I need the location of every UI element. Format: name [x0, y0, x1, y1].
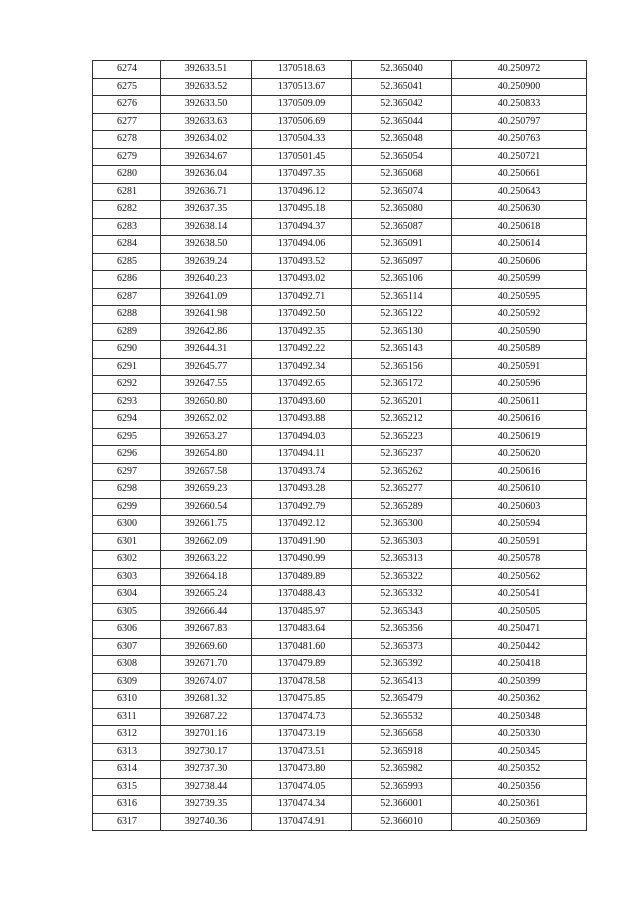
- point-number-cell: 6298: [93, 481, 161, 499]
- x-coordinate-cell: 392636.04: [161, 166, 252, 184]
- latitude-cell: 52.365097: [352, 253, 452, 271]
- x-coordinate-cell: 392645.77: [161, 358, 252, 376]
- table-row: [93, 603, 587, 621]
- x-coordinate-cell: 392633.63: [161, 113, 252, 131]
- point-number-cell: 6295: [93, 428, 161, 446]
- latitude-cell: 52.365332: [352, 586, 452, 604]
- table-row: [93, 78, 587, 96]
- latitude-cell: 52.365091: [352, 236, 452, 254]
- latitude-cell: 52.365080: [352, 201, 452, 219]
- latitude-cell: 52.366010: [352, 813, 452, 831]
- point-number-cell: 6310: [93, 691, 161, 709]
- point-number-cell: 6307: [93, 638, 161, 656]
- latitude-cell: 52.365277: [352, 481, 452, 499]
- point-number-cell: 6289: [93, 323, 161, 341]
- latitude-cell: 52.365262: [352, 463, 452, 481]
- latitude-cell: 52.365212: [352, 411, 452, 429]
- x-coordinate-cell: 392666.44: [161, 603, 252, 621]
- point-number-cell: 6309: [93, 673, 161, 691]
- latitude-cell: 52.365143: [352, 341, 452, 359]
- longitude-cell: 40.250418: [452, 656, 587, 674]
- longitude-cell: 40.250616: [452, 463, 587, 481]
- y-coordinate-cell: 1370492.65: [252, 376, 352, 394]
- longitude-cell: 40.250594: [452, 516, 587, 534]
- y-coordinate-cell: 1370474.91: [252, 813, 352, 831]
- longitude-cell: 40.250361: [452, 796, 587, 814]
- point-number-cell: 6304: [93, 586, 161, 604]
- latitude-cell: 52.365313: [352, 551, 452, 569]
- latitude-cell: 52.365223: [352, 428, 452, 446]
- longitude-cell: 40.250541: [452, 586, 587, 604]
- y-coordinate-cell: 1370492.71: [252, 288, 352, 306]
- latitude-cell: 52.365237: [352, 446, 452, 464]
- latitude-cell: 52.365156: [352, 358, 452, 376]
- x-coordinate-cell: 392667.83: [161, 621, 252, 639]
- y-coordinate-cell: 1370483.64: [252, 621, 352, 639]
- x-coordinate-cell: 392671.70: [161, 656, 252, 674]
- point-number-cell: 6302: [93, 551, 161, 569]
- latitude-cell: 52.365289: [352, 498, 452, 516]
- longitude-cell: 40.250592: [452, 306, 587, 324]
- point-number-cell: 6284: [93, 236, 161, 254]
- longitude-cell: 40.250399: [452, 673, 587, 691]
- latitude-cell: 52.365300: [352, 516, 452, 534]
- point-number-cell: 6285: [93, 253, 161, 271]
- x-coordinate-cell: 392640.23: [161, 271, 252, 289]
- table-row: [93, 586, 587, 604]
- y-coordinate-cell: 1370493.88: [252, 411, 352, 429]
- longitude-cell: 40.250619: [452, 428, 587, 446]
- latitude-cell: 52.365532: [352, 708, 452, 726]
- table-row: [93, 673, 587, 691]
- table-row: [93, 691, 587, 709]
- point-number-cell: 6305: [93, 603, 161, 621]
- longitude-cell: 40.250618: [452, 218, 587, 236]
- table-row: [93, 218, 587, 236]
- table-row: [93, 708, 587, 726]
- point-number-cell: 6278: [93, 131, 161, 149]
- table-row: [93, 568, 587, 586]
- y-coordinate-cell: 1370488.43: [252, 586, 352, 604]
- latitude-cell: 52.365303: [352, 533, 452, 551]
- point-number-cell: 6282: [93, 201, 161, 219]
- point-number-cell: 6277: [93, 113, 161, 131]
- y-coordinate-cell: 1370485.97: [252, 603, 352, 621]
- y-coordinate-cell: 1370492.35: [252, 323, 352, 341]
- x-coordinate-cell: 392663.22: [161, 551, 252, 569]
- point-number-cell: 6290: [93, 341, 161, 359]
- point-number-cell: 6316: [93, 796, 161, 814]
- x-coordinate-cell: 392647.55: [161, 376, 252, 394]
- y-coordinate-cell: 1370474.05: [252, 778, 352, 796]
- x-coordinate-cell: 392669.60: [161, 638, 252, 656]
- table-row: [93, 743, 587, 761]
- x-coordinate-cell: 392644.31: [161, 341, 252, 359]
- point-number-cell: 6306: [93, 621, 161, 639]
- longitude-cell: 40.250606: [452, 253, 587, 271]
- y-coordinate-cell: 1370475.85: [252, 691, 352, 709]
- y-coordinate-cell: 1370492.12: [252, 516, 352, 534]
- table-row: [93, 288, 587, 306]
- y-coordinate-cell: 1370494.37: [252, 218, 352, 236]
- y-coordinate-cell: 1370518.63: [252, 61, 352, 79]
- x-coordinate-cell: 392740.36: [161, 813, 252, 831]
- latitude-cell: 52.365658: [352, 726, 452, 744]
- longitude-cell: 40.250591: [452, 533, 587, 551]
- table-row: [93, 148, 587, 166]
- point-number-cell: 6292: [93, 376, 161, 394]
- x-coordinate-cell: 392638.50: [161, 236, 252, 254]
- table-row: [93, 96, 587, 114]
- y-coordinate-cell: 1370492.79: [252, 498, 352, 516]
- table-row: [93, 341, 587, 359]
- latitude-cell: 52.365068: [352, 166, 452, 184]
- x-coordinate-cell: 392681.32: [161, 691, 252, 709]
- table-row: [93, 271, 587, 289]
- y-coordinate-cell: 1370479.89: [252, 656, 352, 674]
- latitude-cell: 52.365122: [352, 306, 452, 324]
- longitude-cell: 40.250900: [452, 78, 587, 96]
- y-coordinate-cell: 1370492.34: [252, 358, 352, 376]
- y-coordinate-cell: 1370501.45: [252, 148, 352, 166]
- longitude-cell: 40.250833: [452, 96, 587, 114]
- y-coordinate-cell: 1370493.02: [252, 271, 352, 289]
- table-row: [93, 411, 587, 429]
- coordinates-table: [92, 60, 587, 831]
- x-coordinate-cell: 392653.27: [161, 428, 252, 446]
- x-coordinate-cell: 392660.54: [161, 498, 252, 516]
- latitude-cell: 52.365392: [352, 656, 452, 674]
- y-coordinate-cell: 1370492.50: [252, 306, 352, 324]
- table-row: [93, 656, 587, 674]
- point-number-cell: 6315: [93, 778, 161, 796]
- point-number-cell: 6294: [93, 411, 161, 429]
- table-row: [93, 813, 587, 831]
- y-coordinate-cell: 1370474.73: [252, 708, 352, 726]
- latitude-cell: 52.365130: [352, 323, 452, 341]
- y-coordinate-cell: 1370492.22: [252, 341, 352, 359]
- latitude-cell: 52.365993: [352, 778, 452, 796]
- longitude-cell: 40.250620: [452, 446, 587, 464]
- y-coordinate-cell: 1370481.60: [252, 638, 352, 656]
- table-row: [93, 428, 587, 446]
- longitude-cell: 40.250721: [452, 148, 587, 166]
- latitude-cell: 52.365054: [352, 148, 452, 166]
- latitude-cell: 52.365343: [352, 603, 452, 621]
- latitude-cell: 52.365041: [352, 78, 452, 96]
- latitude-cell: 52.365074: [352, 183, 452, 201]
- y-coordinate-cell: 1370495.18: [252, 201, 352, 219]
- x-coordinate-cell: 392641.09: [161, 288, 252, 306]
- point-number-cell: 6274: [93, 61, 161, 79]
- y-coordinate-cell: 1370513.67: [252, 78, 352, 96]
- x-coordinate-cell: 392738.44: [161, 778, 252, 796]
- y-coordinate-cell: 1370493.60: [252, 393, 352, 411]
- x-coordinate-cell: 392739.35: [161, 796, 252, 814]
- table-row: [93, 358, 587, 376]
- longitude-cell: 40.250369: [452, 813, 587, 831]
- table-row: [93, 323, 587, 341]
- x-coordinate-cell: 392665.24: [161, 586, 252, 604]
- y-coordinate-cell: 1370493.28: [252, 481, 352, 499]
- longitude-cell: 40.250505: [452, 603, 587, 621]
- latitude-cell: 52.365172: [352, 376, 452, 394]
- table-row: [93, 533, 587, 551]
- table-row: [93, 551, 587, 569]
- point-number-cell: 6297: [93, 463, 161, 481]
- y-coordinate-cell: 1370494.06: [252, 236, 352, 254]
- x-coordinate-cell: 392637.35: [161, 201, 252, 219]
- longitude-cell: 40.250596: [452, 376, 587, 394]
- longitude-cell: 40.250616: [452, 411, 587, 429]
- longitude-cell: 40.250603: [452, 498, 587, 516]
- y-coordinate-cell: 1370473.80: [252, 761, 352, 779]
- y-coordinate-cell: 1370474.34: [252, 796, 352, 814]
- point-number-cell: 6300: [93, 516, 161, 534]
- x-coordinate-cell: 392638.14: [161, 218, 252, 236]
- x-coordinate-cell: 392639.24: [161, 253, 252, 271]
- x-coordinate-cell: 392659.23: [161, 481, 252, 499]
- table-row: [93, 796, 587, 814]
- x-coordinate-cell: 392701.16: [161, 726, 252, 744]
- table-row: [93, 638, 587, 656]
- point-number-cell: 6303: [93, 568, 161, 586]
- longitude-cell: 40.250614: [452, 236, 587, 254]
- y-coordinate-cell: 1370493.52: [252, 253, 352, 271]
- table-row: [93, 61, 587, 79]
- point-number-cell: 6293: [93, 393, 161, 411]
- latitude-cell: 52.365322: [352, 568, 452, 586]
- point-number-cell: 6308: [93, 656, 161, 674]
- x-coordinate-cell: 392687.22: [161, 708, 252, 726]
- latitude-cell: 52.365356: [352, 621, 452, 639]
- table-row: [93, 253, 587, 271]
- point-number-cell: 6312: [93, 726, 161, 744]
- point-number-cell: 6313: [93, 743, 161, 761]
- table-row: [93, 446, 587, 464]
- longitude-cell: 40.250362: [452, 691, 587, 709]
- table-row: [93, 236, 587, 254]
- latitude-cell: 52.365918: [352, 743, 452, 761]
- y-coordinate-cell: 1370509.09: [252, 96, 352, 114]
- point-number-cell: 6317: [93, 813, 161, 831]
- longitude-cell: 40.250661: [452, 166, 587, 184]
- longitude-cell: 40.250562: [452, 568, 587, 586]
- longitude-cell: 40.250643: [452, 183, 587, 201]
- y-coordinate-cell: 1370489.89: [252, 568, 352, 586]
- longitude-cell: 40.250345: [452, 743, 587, 761]
- x-coordinate-cell: 392654.80: [161, 446, 252, 464]
- point-number-cell: 6314: [93, 761, 161, 779]
- longitude-cell: 40.250610: [452, 481, 587, 499]
- x-coordinate-cell: 392634.67: [161, 148, 252, 166]
- point-number-cell: 6287: [93, 288, 161, 306]
- table-row: [93, 376, 587, 394]
- longitude-cell: 40.250591: [452, 358, 587, 376]
- y-coordinate-cell: 1370504.33: [252, 131, 352, 149]
- point-number-cell: 6296: [93, 446, 161, 464]
- point-number-cell: 6283: [93, 218, 161, 236]
- x-coordinate-cell: 392674.07: [161, 673, 252, 691]
- longitude-cell: 40.250348: [452, 708, 587, 726]
- y-coordinate-cell: 1370497.35: [252, 166, 352, 184]
- latitude-cell: 52.365106: [352, 271, 452, 289]
- y-coordinate-cell: 1370494.03: [252, 428, 352, 446]
- longitude-cell: 40.250330: [452, 726, 587, 744]
- x-coordinate-cell: 392641.98: [161, 306, 252, 324]
- longitude-cell: 40.250595: [452, 288, 587, 306]
- latitude-cell: 52.365479: [352, 691, 452, 709]
- y-coordinate-cell: 1370473.51: [252, 743, 352, 761]
- point-number-cell: 6276: [93, 96, 161, 114]
- point-number-cell: 6281: [93, 183, 161, 201]
- latitude-cell: 52.366001: [352, 796, 452, 814]
- table-row: [93, 131, 587, 149]
- latitude-cell: 52.365114: [352, 288, 452, 306]
- table-row: [93, 498, 587, 516]
- x-coordinate-cell: 392657.58: [161, 463, 252, 481]
- latitude-cell: 52.365087: [352, 218, 452, 236]
- point-number-cell: 6286: [93, 271, 161, 289]
- latitude-cell: 52.365982: [352, 761, 452, 779]
- x-coordinate-cell: 392636.71: [161, 183, 252, 201]
- longitude-cell: 40.250763: [452, 131, 587, 149]
- x-coordinate-cell: 392652.02: [161, 411, 252, 429]
- latitude-cell: 52.365044: [352, 113, 452, 131]
- table-row: [93, 778, 587, 796]
- longitude-cell: 40.250972: [452, 61, 587, 79]
- longitude-cell: 40.250590: [452, 323, 587, 341]
- x-coordinate-cell: 392664.18: [161, 568, 252, 586]
- table-row: [93, 761, 587, 779]
- table-row: [93, 306, 587, 324]
- y-coordinate-cell: 1370478.58: [252, 673, 352, 691]
- y-coordinate-cell: 1370473.19: [252, 726, 352, 744]
- latitude-cell: 52.365040: [352, 61, 452, 79]
- y-coordinate-cell: 1370496.12: [252, 183, 352, 201]
- table-row: [93, 183, 587, 201]
- x-coordinate-cell: 392730.17: [161, 743, 252, 761]
- table-row: [93, 481, 587, 499]
- longitude-cell: 40.250630: [452, 201, 587, 219]
- point-number-cell: 6311: [93, 708, 161, 726]
- point-number-cell: 6299: [93, 498, 161, 516]
- longitude-cell: 40.250352: [452, 761, 587, 779]
- table-row: [93, 166, 587, 184]
- x-coordinate-cell: 392661.75: [161, 516, 252, 534]
- table-row: [93, 201, 587, 219]
- longitude-cell: 40.250356: [452, 778, 587, 796]
- latitude-cell: 52.365048: [352, 131, 452, 149]
- x-coordinate-cell: 392650.80: [161, 393, 252, 411]
- table-row: [93, 393, 587, 411]
- table-row: [93, 113, 587, 131]
- latitude-cell: 52.365373: [352, 638, 452, 656]
- longitude-cell: 40.250797: [452, 113, 587, 131]
- table-row: [93, 621, 587, 639]
- x-coordinate-cell: 392737.30: [161, 761, 252, 779]
- y-coordinate-cell: 1370494.11: [252, 446, 352, 464]
- point-number-cell: 6288: [93, 306, 161, 324]
- point-number-cell: 6301: [93, 533, 161, 551]
- table-row: [93, 516, 587, 534]
- latitude-cell: 52.365042: [352, 96, 452, 114]
- y-coordinate-cell: 1370490.99: [252, 551, 352, 569]
- x-coordinate-cell: 392642.86: [161, 323, 252, 341]
- latitude-cell: 52.365201: [352, 393, 452, 411]
- x-coordinate-cell: 392634.02: [161, 131, 252, 149]
- table-row: [93, 726, 587, 744]
- x-coordinate-cell: 392662.09: [161, 533, 252, 551]
- table-row: [93, 463, 587, 481]
- longitude-cell: 40.250611: [452, 393, 587, 411]
- point-number-cell: 6275: [93, 78, 161, 96]
- y-coordinate-cell: 1370493.74: [252, 463, 352, 481]
- x-coordinate-cell: 392633.52: [161, 78, 252, 96]
- longitude-cell: 40.250599: [452, 271, 587, 289]
- latitude-cell: 52.365413: [352, 673, 452, 691]
- point-number-cell: 6291: [93, 358, 161, 376]
- longitude-cell: 40.250578: [452, 551, 587, 569]
- longitude-cell: 40.250442: [452, 638, 587, 656]
- coordinates-table-body: [93, 61, 587, 831]
- y-coordinate-cell: 1370506.69: [252, 113, 352, 131]
- x-coordinate-cell: 392633.50: [161, 96, 252, 114]
- point-number-cell: 6280: [93, 166, 161, 184]
- longitude-cell: 40.250589: [452, 341, 587, 359]
- x-coordinate-cell: 392633.51: [161, 61, 252, 79]
- y-coordinate-cell: 1370491.90: [252, 533, 352, 551]
- point-number-cell: 6279: [93, 148, 161, 166]
- longitude-cell: 40.250471: [452, 621, 587, 639]
